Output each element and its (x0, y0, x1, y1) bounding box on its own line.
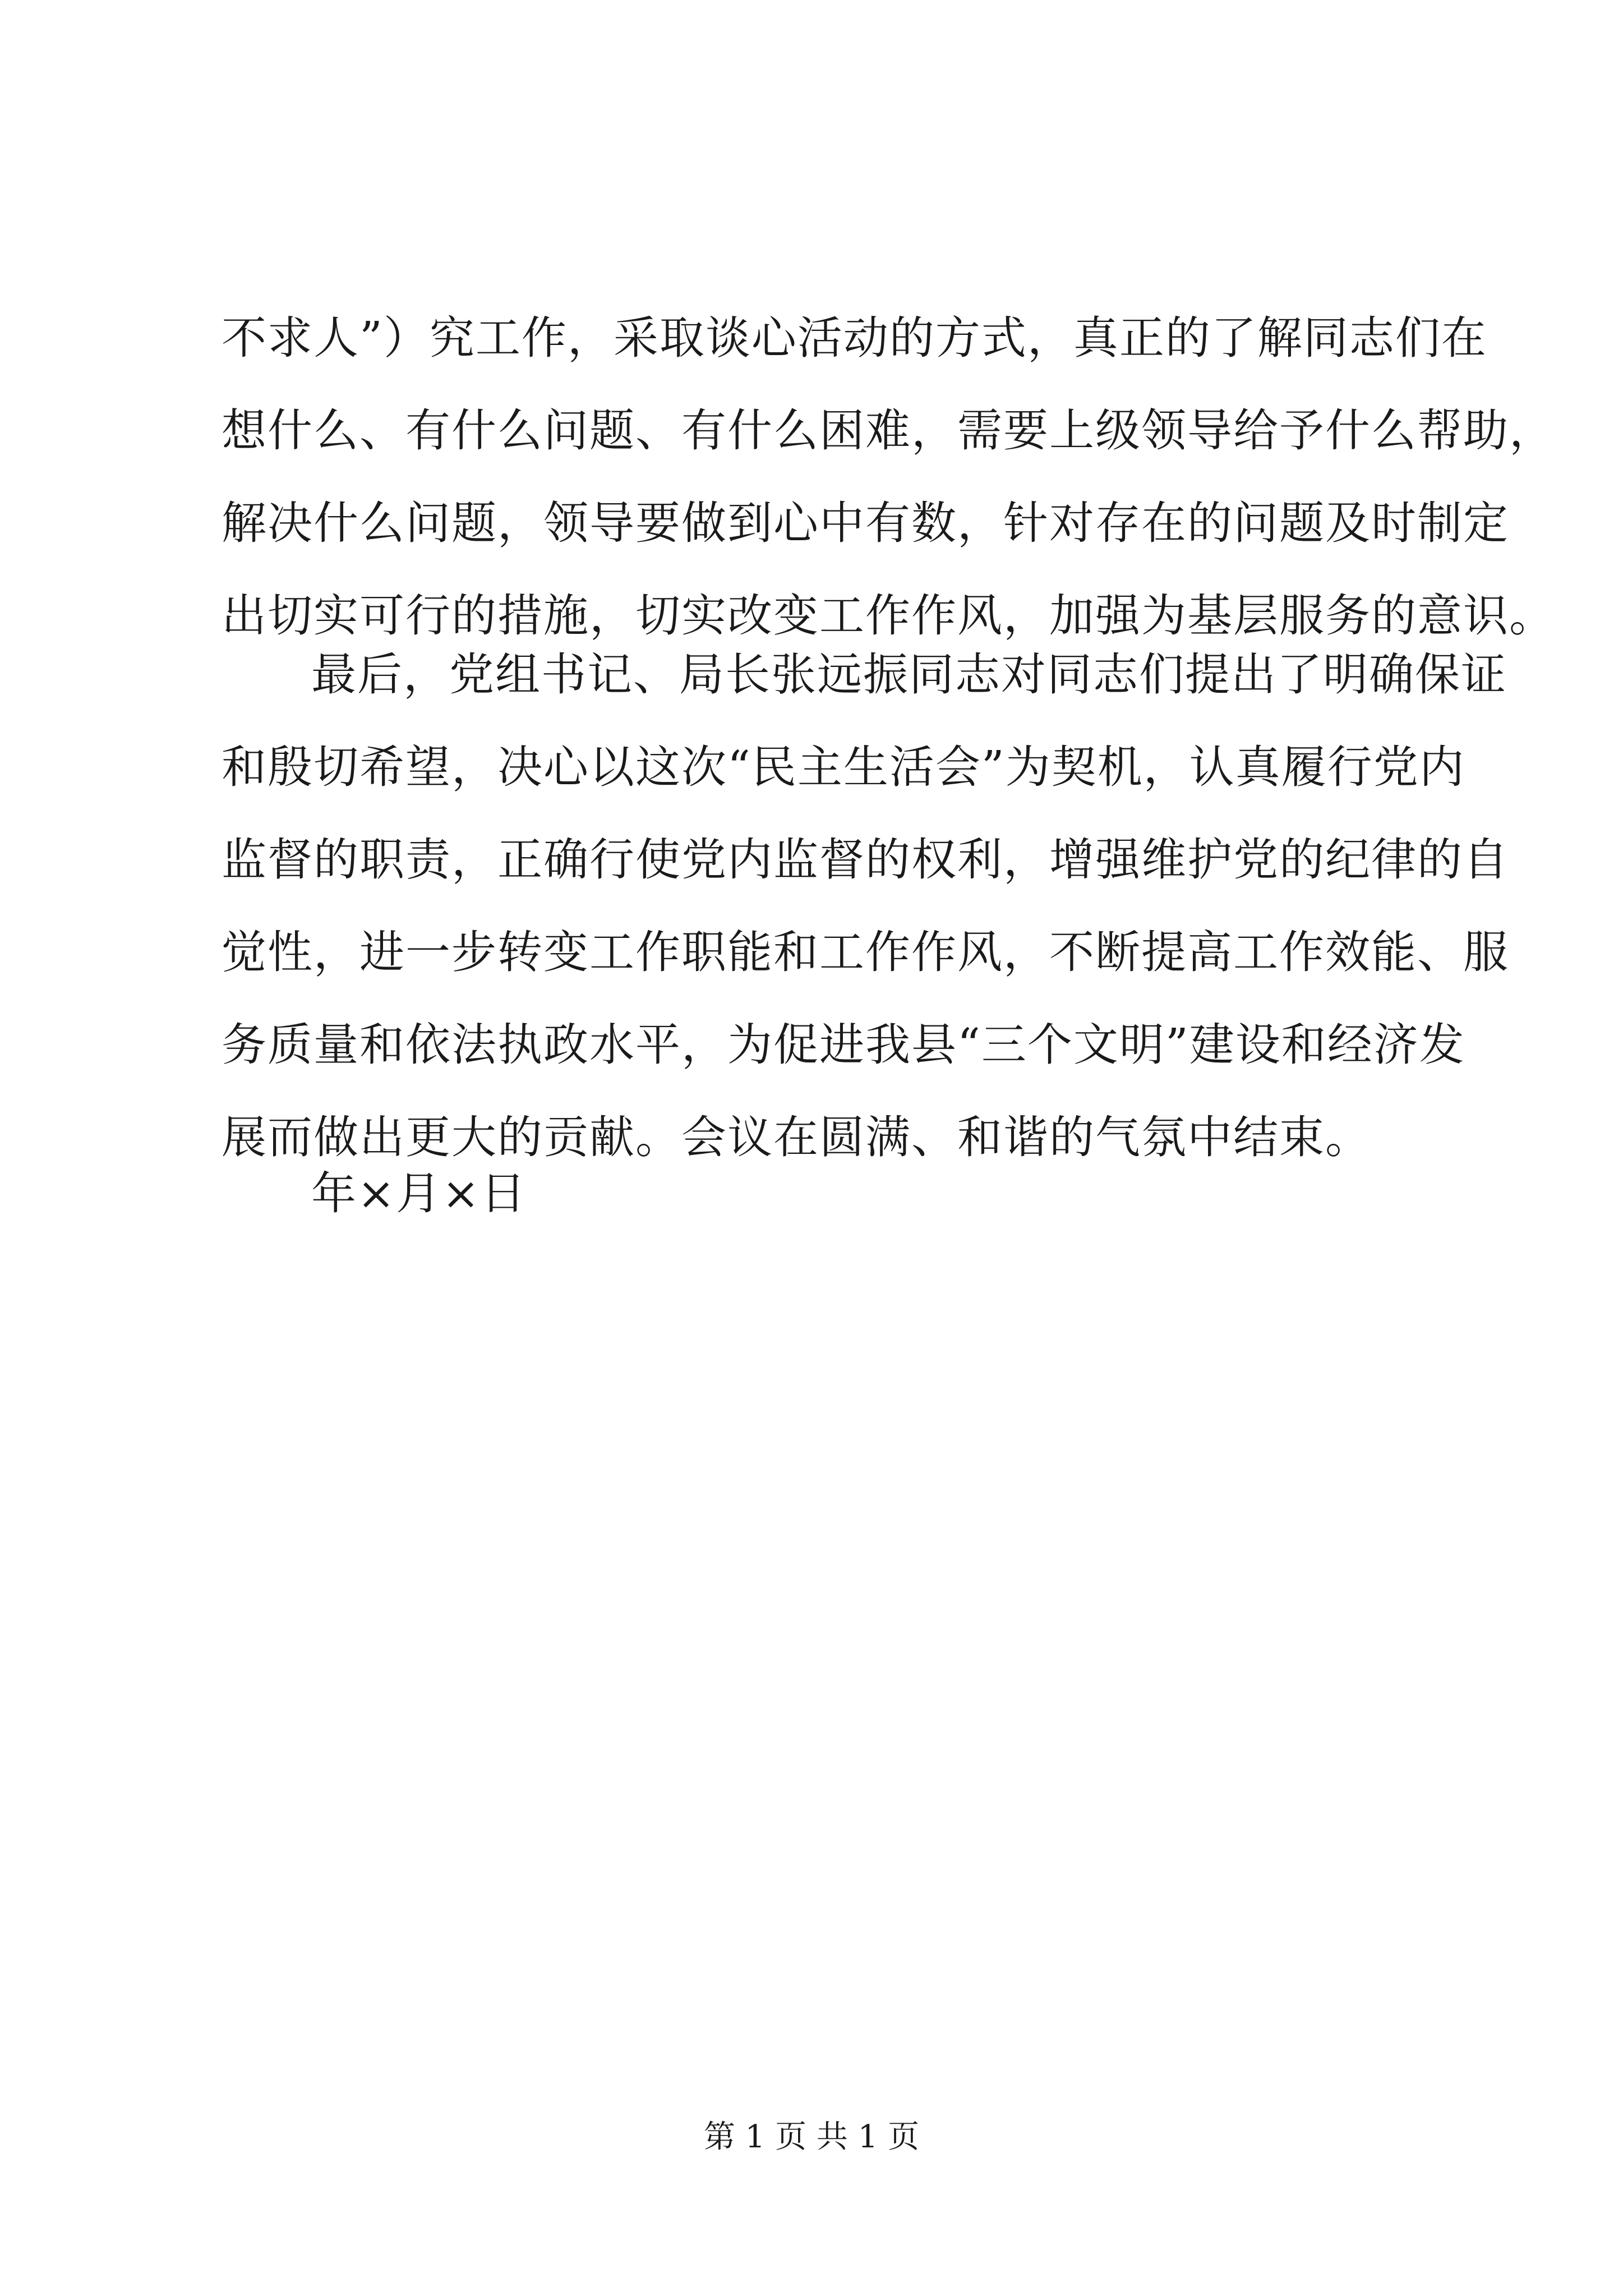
paragraph-line: 最后，党组书记、局长张远振同志对同志们提出了明确保证 (311, 648, 1507, 701)
paragraph-line: 和殷切希望，决心以这次“民主生活会”为契机，认真履行党内 (222, 741, 1465, 793)
paragraph-line: 觉性，进一步转变工作职能和工作作风，不断提高工作效能、服 (222, 926, 1509, 978)
paragraph-closing (222, 628, 1509, 1184)
paragraph-line: 想什么、有什么问题、有什么困难，需要上级领导给予什么帮助， (222, 404, 1555, 457)
paragraph-line: 展而做出更大的贡献。会议在圆满、和谐的气氛中结束。 (222, 1111, 1371, 1163)
page-number-footer: 第 1 页 共 1 页 (703, 2119, 920, 2155)
paragraph-line: 务质量和依法执政水平，为促进我县“三个文明”建设和经济发 (222, 1019, 1465, 1071)
paragraph-line: 不求人”）究工作，采取谈心活动的方式，真正的了解同志们在 (222, 312, 1487, 364)
paragraph-continuation (222, 292, 1555, 662)
paragraph-line: 出切实可行的措施，切实改变工作作风，加强为基层服务的意识。 (222, 590, 1555, 642)
document-date: 年×月×日 (311, 1167, 527, 1220)
paragraph-line: 解决什么问题，领导要做到心中有数，针对存在的问题及时制定 (222, 497, 1509, 549)
paragraph-line: 监督的职责，正确行使党内监督的权利，增强维护党的纪律的自 (222, 834, 1509, 886)
